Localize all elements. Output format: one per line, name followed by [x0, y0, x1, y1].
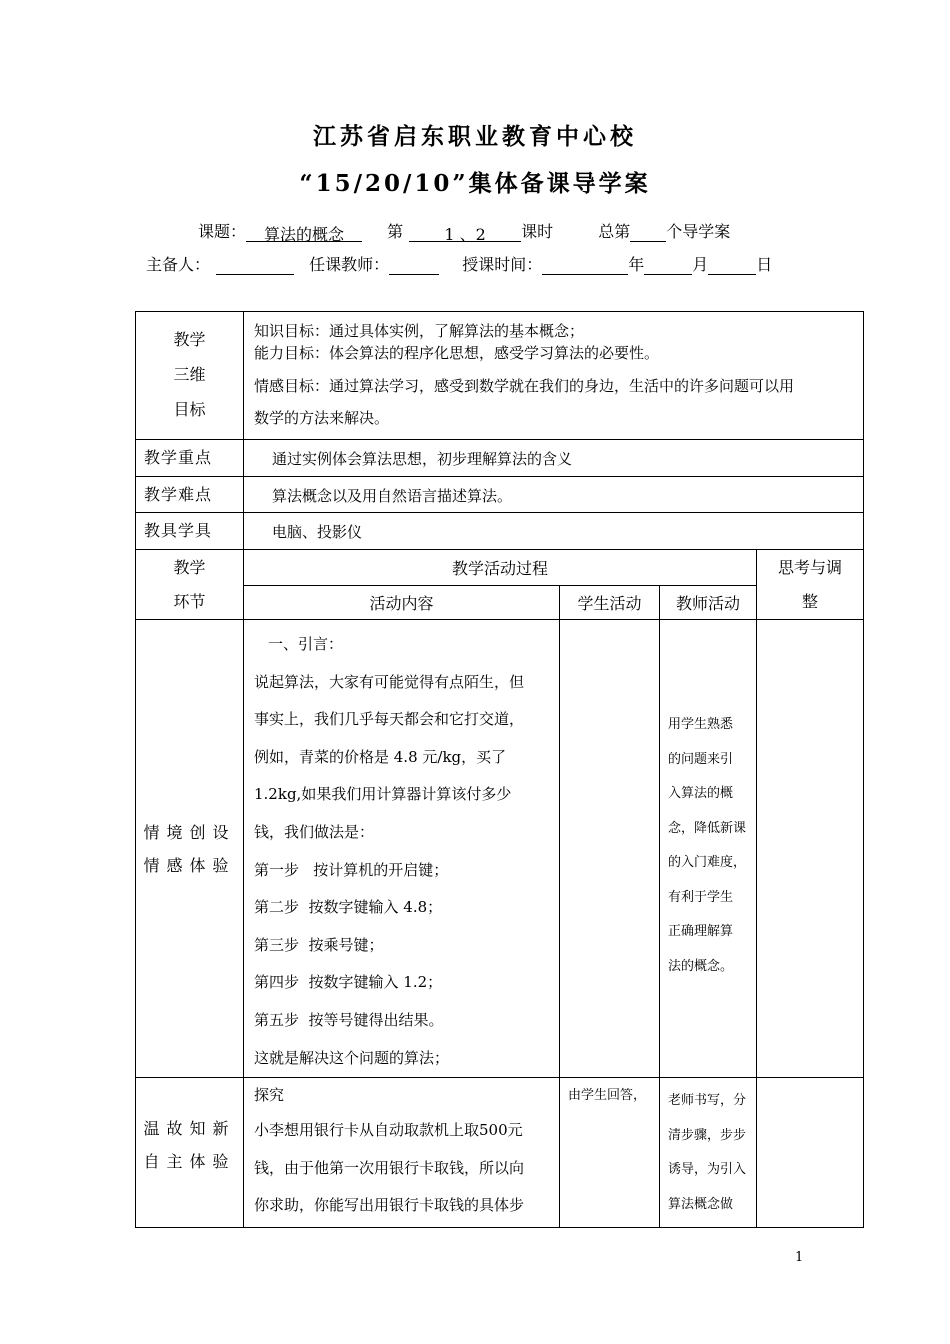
- school-title: 江苏省启东职业教育中心校: [313, 123, 637, 150]
- content-header: 活动内容: [244, 586, 560, 620]
- section2-reflection: [757, 1078, 864, 1228]
- year-label: 年: [628, 255, 645, 274]
- lesson-plan-table: [135, 311, 864, 1228]
- tools-text: 电脑、投影仪: [244, 513, 864, 550]
- day-label: 日: [756, 255, 773, 274]
- topic-value: 算法的概念: [246, 222, 362, 242]
- teacher-blank: [389, 255, 439, 275]
- document-subtitle: “15/20/10”集体备课导学案: [299, 170, 651, 197]
- section1-line: 钱，我们做法是：: [254, 822, 375, 841]
- section1-line: 说起算法，大家有可能觉得有点陌生，但: [254, 672, 525, 691]
- preparer-line: [146, 252, 772, 275]
- reflection-header: 思考与调 整: [757, 550, 864, 620]
- month-label: 月: [692, 255, 709, 274]
- section1-line: 事实上，我们几乎每天都会和它打交道，: [254, 710, 525, 729]
- preparer-label: 主备人：: [146, 255, 211, 274]
- teacher-label: 任课教师：: [309, 255, 390, 274]
- section2-line: 你求助，你能写出用银行卡取钱的具体步: [254, 1196, 525, 1215]
- difficulty-text: 算法概念以及用自然语言描述算法。: [244, 477, 864, 513]
- student-header: 学生活动: [560, 586, 660, 620]
- section1-line: 一、引言：: [268, 635, 344, 653]
- topic-label: 课题：: [198, 222, 247, 241]
- difficulty-row: [136, 477, 864, 513]
- section2-content: [244, 1078, 560, 1228]
- emotion-goal-2: 数学的方法来解决。: [254, 409, 390, 427]
- goals-label: 教学 三维 目标: [136, 312, 244, 440]
- time-blank: [542, 255, 628, 275]
- section2-teacher: 老师书写，分 清步骤，步步 诱导，为引入 算法概念做: [660, 1078, 757, 1228]
- section1-line: 第三步 按乘号键；: [254, 935, 384, 954]
- preparer-blank: [216, 255, 294, 275]
- section1-stage: 情境创设 情感体验: [136, 620, 244, 1078]
- stage-header: 教学 环节: [136, 550, 244, 620]
- section2-row: [136, 1078, 864, 1228]
- section2-line: 探究: [254, 1086, 285, 1105]
- tools-row: [136, 513, 864, 550]
- section1-row: [136, 620, 864, 1078]
- process-header: 教学活动过程: [244, 550, 757, 586]
- section1-content: [244, 620, 560, 1078]
- section1-student: [560, 620, 660, 1078]
- lesson-prefix: 第: [387, 222, 404, 241]
- time-label: 授课时间：: [462, 255, 543, 274]
- header-row-2: [136, 586, 864, 620]
- section1-line: 第五步 按等号键得出结果。: [254, 1010, 444, 1029]
- goals-content: [244, 312, 864, 440]
- emotion-goal-1: 情感目标：通过算法学习，感受到数学就在我们的身边，生活中的许多问题可以用: [254, 377, 795, 395]
- section2-stage: 温故知新 自主体验: [136, 1078, 244, 1228]
- ability-goal: 能力目标：体会算法的程序化思想，感受学习算法的必要性。: [254, 344, 660, 362]
- section2-line: 钱，由于他第一次用银行卡取钱，所以向: [254, 1158, 525, 1177]
- knowledge-goal: 知识目标：通过具体实例，了解算法的基本概念；: [254, 322, 585, 340]
- key-point-row: [136, 440, 864, 477]
- section1-line: 1.2kg,如果我们用计算器计算该付多少: [254, 785, 512, 804]
- day-blank: [708, 255, 756, 275]
- teacher-header: 教师活动: [660, 586, 757, 620]
- section2-student: 由学生回答，: [560, 1078, 660, 1228]
- total-suffix: 个导学案: [666, 222, 731, 241]
- section2-line: 小李想用银行卡从自动取款机上取500元: [254, 1121, 523, 1140]
- topic-line: [198, 219, 730, 242]
- month-blank: [644, 255, 692, 275]
- total-blank: [630, 222, 666, 242]
- section1-teacher: 用学生熟悉 的问题来引 入算法的概 念，降低新课 的入门难度， 有利于学生 正确理解算 法的概念。: [660, 620, 757, 1078]
- difficulty-label: 教学难点: [136, 477, 244, 513]
- tools-label: 教具学具: [136, 513, 244, 550]
- section1-line: 这就是解决这个问题的算法；: [254, 1048, 450, 1067]
- section1-line: 第一步 按计算机的开启键；: [254, 860, 449, 879]
- section1-reflection: [757, 620, 864, 1078]
- key-point-text: 通过实例体会算法思想，初步理解算法的含义: [244, 440, 864, 477]
- section1-line: 第二步 按数字键输入 4.8；: [254, 898, 443, 917]
- key-point-label: 教学重点: [136, 440, 244, 477]
- header-row-1: [136, 550, 864, 586]
- section1-line: 第四步 按数字键输入 1.2；: [254, 973, 443, 992]
- page-number: 1: [795, 1250, 804, 1265]
- lesson-value: 1 、2: [409, 222, 521, 242]
- total-prefix: 总第: [598, 222, 631, 241]
- section1-line: 例如，青菜的价格是 4.8 元/kg，买了: [254, 747, 507, 766]
- goals-row: [136, 312, 864, 440]
- lesson-suffix: 课时: [521, 222, 554, 241]
